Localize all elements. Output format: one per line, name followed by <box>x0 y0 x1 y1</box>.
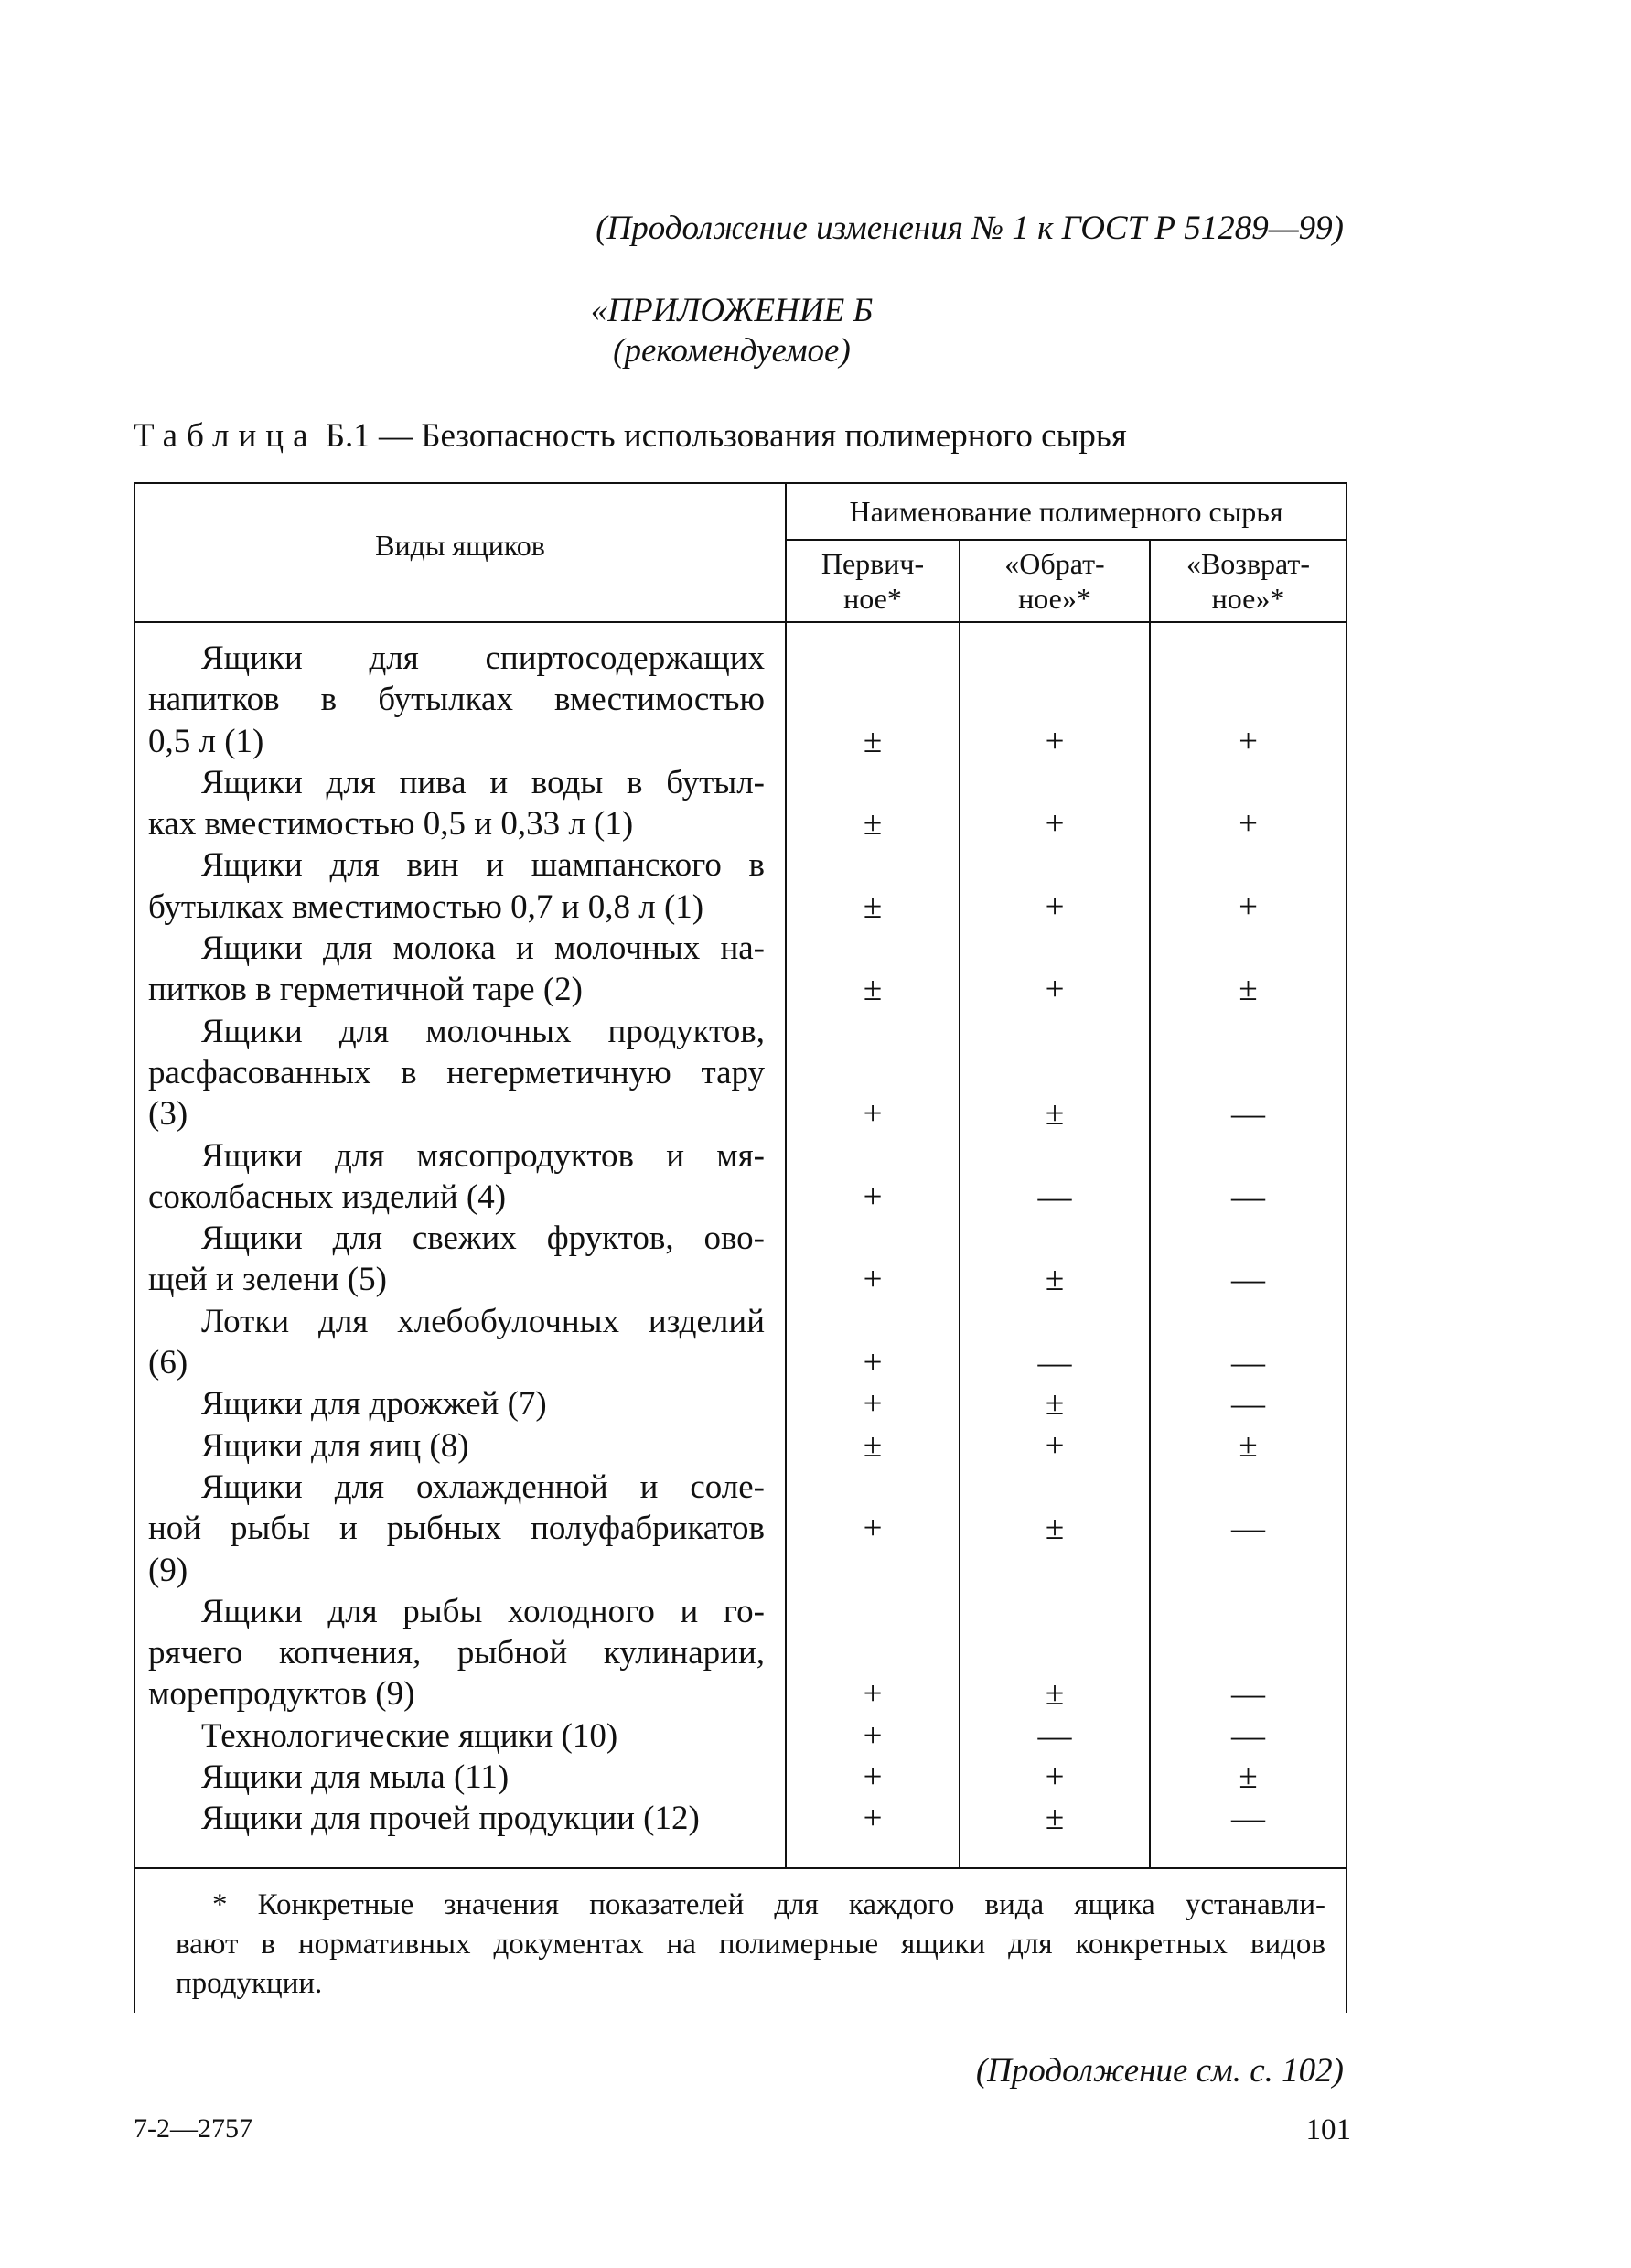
box-kind-line: щей и зелени (5) <box>148 1261 387 1299</box>
safety-mark: ± <box>1045 1095 1065 1134</box>
safety-mark: ± <box>1045 1675 1065 1714</box>
safety-mark: — <box>1231 1800 1265 1838</box>
blank-line <box>1151 1632 1346 1673</box>
blank-line <box>787 1550 959 1591</box>
column-header-returned <box>1150 540 1347 622</box>
reverse-values-column <box>960 622 1150 1868</box>
box-kind-line: Ящики для молочных продуктов, <box>201 1012 765 1050</box>
table-footnote <box>134 1868 1347 2013</box>
column-header-reverse <box>960 540 1150 622</box>
safety-mark: + <box>863 1261 883 1299</box>
page-number: 101 <box>1305 2113 1351 2146</box>
blank-line <box>787 1467 959 1508</box>
blank-line <box>960 1301 1149 1342</box>
box-kind-line: Лотки для хлебобулочных изделий <box>201 1302 765 1340</box>
safety-mark: ± <box>1239 1426 1258 1465</box>
returned-values-column <box>1150 622 1347 1868</box>
safety-mark: + <box>1045 1426 1065 1465</box>
box-kinds-column <box>134 622 786 1868</box>
safety-mark: ± <box>1239 1758 1258 1797</box>
blank-line <box>960 762 1149 803</box>
safety-mark: — <box>1231 1675 1265 1714</box>
box-kind-line: Ящики для мясопродуктов и мя- <box>201 1136 765 1175</box>
safety-mark: + <box>863 1675 883 1714</box>
blank-line <box>1151 1218 1346 1259</box>
box-kind-line: Ящики для пива и воды в бутыл- <box>201 763 765 801</box>
blank-line <box>960 679 1149 720</box>
print-code: 7-2—2757 <box>134 2113 252 2144</box>
blank-line <box>1151 1011 1346 1052</box>
blank-line <box>787 1052 959 1093</box>
blank-line <box>960 1218 1149 1259</box>
safety-mark: + <box>863 1716 883 1755</box>
column-header-kinds: Виды ящиков <box>134 483 786 622</box>
blank-line <box>787 679 959 720</box>
safety-mark: ± <box>1239 971 1258 1009</box>
safety-mark: + <box>863 1510 883 1548</box>
blank-line <box>960 1632 1149 1673</box>
box-kind-line: Ящики для рыбы холодного и го- <box>201 1592 765 1630</box>
blank-line <box>787 1011 959 1052</box>
blank-line <box>787 1135 959 1177</box>
table-body-row <box>134 622 1347 1868</box>
safety-mark: — <box>1231 1095 1265 1134</box>
safety-mark: + <box>863 1177 883 1216</box>
safety-mark: — <box>1037 1716 1072 1755</box>
safety-mark: + <box>1045 887 1065 926</box>
appendix-title <box>0 291 1464 371</box>
box-kind-line: (3) <box>148 1095 188 1134</box>
box-kind-line: Ящики для мыла (11) <box>201 1758 510 1797</box>
footnote-line: * Конкретные значения показателей для каждого вида ящика устанавли- <box>212 1887 1326 1921</box>
box-kind-line: Технологические ящики (10) <box>201 1716 618 1755</box>
safety-mark: ± <box>1045 1385 1065 1424</box>
box-kind-line: бутылках вместимостью 0,7 и 0,8 л (1) <box>148 887 704 926</box>
box-kind-line: Ящики для свежих фруктов, ово- <box>201 1220 765 1258</box>
box-kind-line: питков в герметичной таре (2) <box>148 971 583 1009</box>
blank-line <box>787 762 959 803</box>
box-kind-line: Ящики для вин и шампанского в <box>201 846 765 885</box>
box-kind-line: Ящики для молока и молочных на- <box>201 930 765 968</box>
table-caption-text: Б.1 — Безопасность использования полимерного сырья <box>325 417 1127 455</box>
blank-line <box>960 928 1149 969</box>
safety-mark: — <box>1231 1385 1265 1424</box>
footnote-line: вают в нормативных документах на полимерные ящики для конкретных видов <box>176 1927 1326 1961</box>
subheader-line: «Возврат- <box>1186 547 1311 580</box>
subheader-line: «Обрат- <box>1004 547 1105 580</box>
safety-mark: — <box>1037 1177 1072 1216</box>
safety-mark: — <box>1231 1510 1265 1548</box>
blank-line <box>787 1218 959 1259</box>
table-caption-label: Таблица <box>134 417 317 455</box>
subheader-line: ное»* <box>1211 582 1285 615</box>
box-kind-line: Ящики для дрожжей (7) <box>201 1385 547 1424</box>
safety-mark: — <box>1231 1261 1265 1299</box>
box-kind-line: ках вместимостью 0,5 и 0,33 л (1) <box>148 805 634 844</box>
blank-line <box>1151 1591 1346 1632</box>
safety-mark: + <box>863 1344 883 1382</box>
blank-line <box>960 638 1149 679</box>
safety-mark: — <box>1231 1177 1265 1216</box>
blank-line <box>787 1301 959 1342</box>
safety-mark: — <box>1231 1716 1265 1755</box>
continuation-footer: (Продолжение см. с. 102) <box>975 2052 1344 2090</box>
safety-mark: + <box>863 1385 883 1424</box>
blank-line <box>1151 1550 1346 1591</box>
column-header-primary <box>786 540 960 622</box>
box-kind-line: Ящики для охлажденной и соле- <box>201 1467 765 1506</box>
blank-line <box>960 1467 1149 1508</box>
box-kind-line: напитков в бутылках вместимостью <box>148 681 765 719</box>
blank-line <box>960 1550 1149 1591</box>
column-header-group: Наименование полимерного сырья <box>786 483 1347 540</box>
safety-mark: + <box>1239 722 1258 760</box>
box-kind-line: Ящики для яиц (8) <box>201 1426 469 1465</box>
safety-mark: + <box>863 1095 883 1134</box>
blank-line <box>1151 1135 1346 1177</box>
blank-line <box>960 1011 1149 1052</box>
safety-mark: ± <box>863 805 883 844</box>
blank-line <box>1151 928 1346 969</box>
continuation-header: (Продолжение изменения № 1 к ГОСТ Р 51289—99) <box>596 210 1344 247</box>
safety-mark: ± <box>1045 1800 1065 1838</box>
subheader-line: ное»* <box>1018 582 1091 615</box>
safety-mark: + <box>1045 722 1065 760</box>
safety-mark: + <box>863 1758 883 1797</box>
box-kind-line: Ящики для спиртосодержащих <box>201 640 765 677</box>
blank-line <box>1151 1301 1346 1342</box>
blank-line <box>1151 638 1346 679</box>
blank-line <box>787 1591 959 1632</box>
box-kind-line: 0,5 л (1) <box>148 722 264 760</box>
blank-line <box>960 1135 1149 1177</box>
blank-line <box>960 844 1149 886</box>
safety-mark: ± <box>863 887 883 926</box>
safety-mark: + <box>1045 1758 1065 1797</box>
blank-line <box>787 844 959 886</box>
safety-mark: ± <box>863 971 883 1009</box>
blank-line <box>1151 1467 1346 1508</box>
safety-mark: + <box>1045 971 1065 1009</box>
footnote-row <box>134 1868 1347 2013</box>
appendix-heading: «ПРИЛОЖЕНИЕ Б <box>590 292 874 329</box>
blank-line <box>1151 679 1346 720</box>
blank-line <box>787 1632 959 1673</box>
safety-mark: ± <box>1045 1261 1065 1299</box>
blank-line <box>1151 762 1346 803</box>
blank-line <box>787 928 959 969</box>
safety-mark: + <box>1045 805 1065 844</box>
safety-mark: — <box>1231 1344 1265 1382</box>
safety-mark: — <box>1037 1344 1072 1382</box>
safety-mark: + <box>1239 805 1258 844</box>
box-kind-line: морепродуктов (9) <box>148 1675 415 1714</box>
box-kind-line: ной рыбы и рыбных полуфабрикатов <box>148 1510 765 1548</box>
table-caption <box>134 416 1127 456</box>
safety-mark: + <box>863 1800 883 1838</box>
primary-values-column <box>786 622 960 1868</box>
box-kind-line: (9) <box>148 1551 188 1589</box>
appendix-note: (рекомендуемое) <box>613 332 851 370</box>
safety-mark: ± <box>863 1426 883 1465</box>
box-kind-line: Ящики для прочей продукции (12) <box>201 1800 700 1838</box>
blank-line <box>1151 1052 1346 1093</box>
safety-mark: ± <box>863 722 883 760</box>
box-kind-line: соколбасных изделий (4) <box>148 1177 507 1216</box>
footnote-line: продукции. <box>176 1966 323 2000</box>
box-kind-line: (6) <box>148 1344 188 1382</box>
subheader-line: ное* <box>843 582 902 615</box>
blank-line <box>960 1052 1149 1093</box>
box-kind-line: рячего копчения, рыбной кулинарии, <box>148 1634 765 1672</box>
blank-line <box>960 1591 1149 1632</box>
blank-line <box>787 638 959 679</box>
safety-mark: + <box>1239 887 1258 926</box>
blank-line <box>1151 844 1346 886</box>
box-kind-line: расфасованных в негерметичную тару <box>148 1053 765 1091</box>
polymer-safety-table <box>134 482 1347 2013</box>
subheader-line: Первич- <box>821 547 925 580</box>
safety-mark: ± <box>1045 1510 1065 1548</box>
